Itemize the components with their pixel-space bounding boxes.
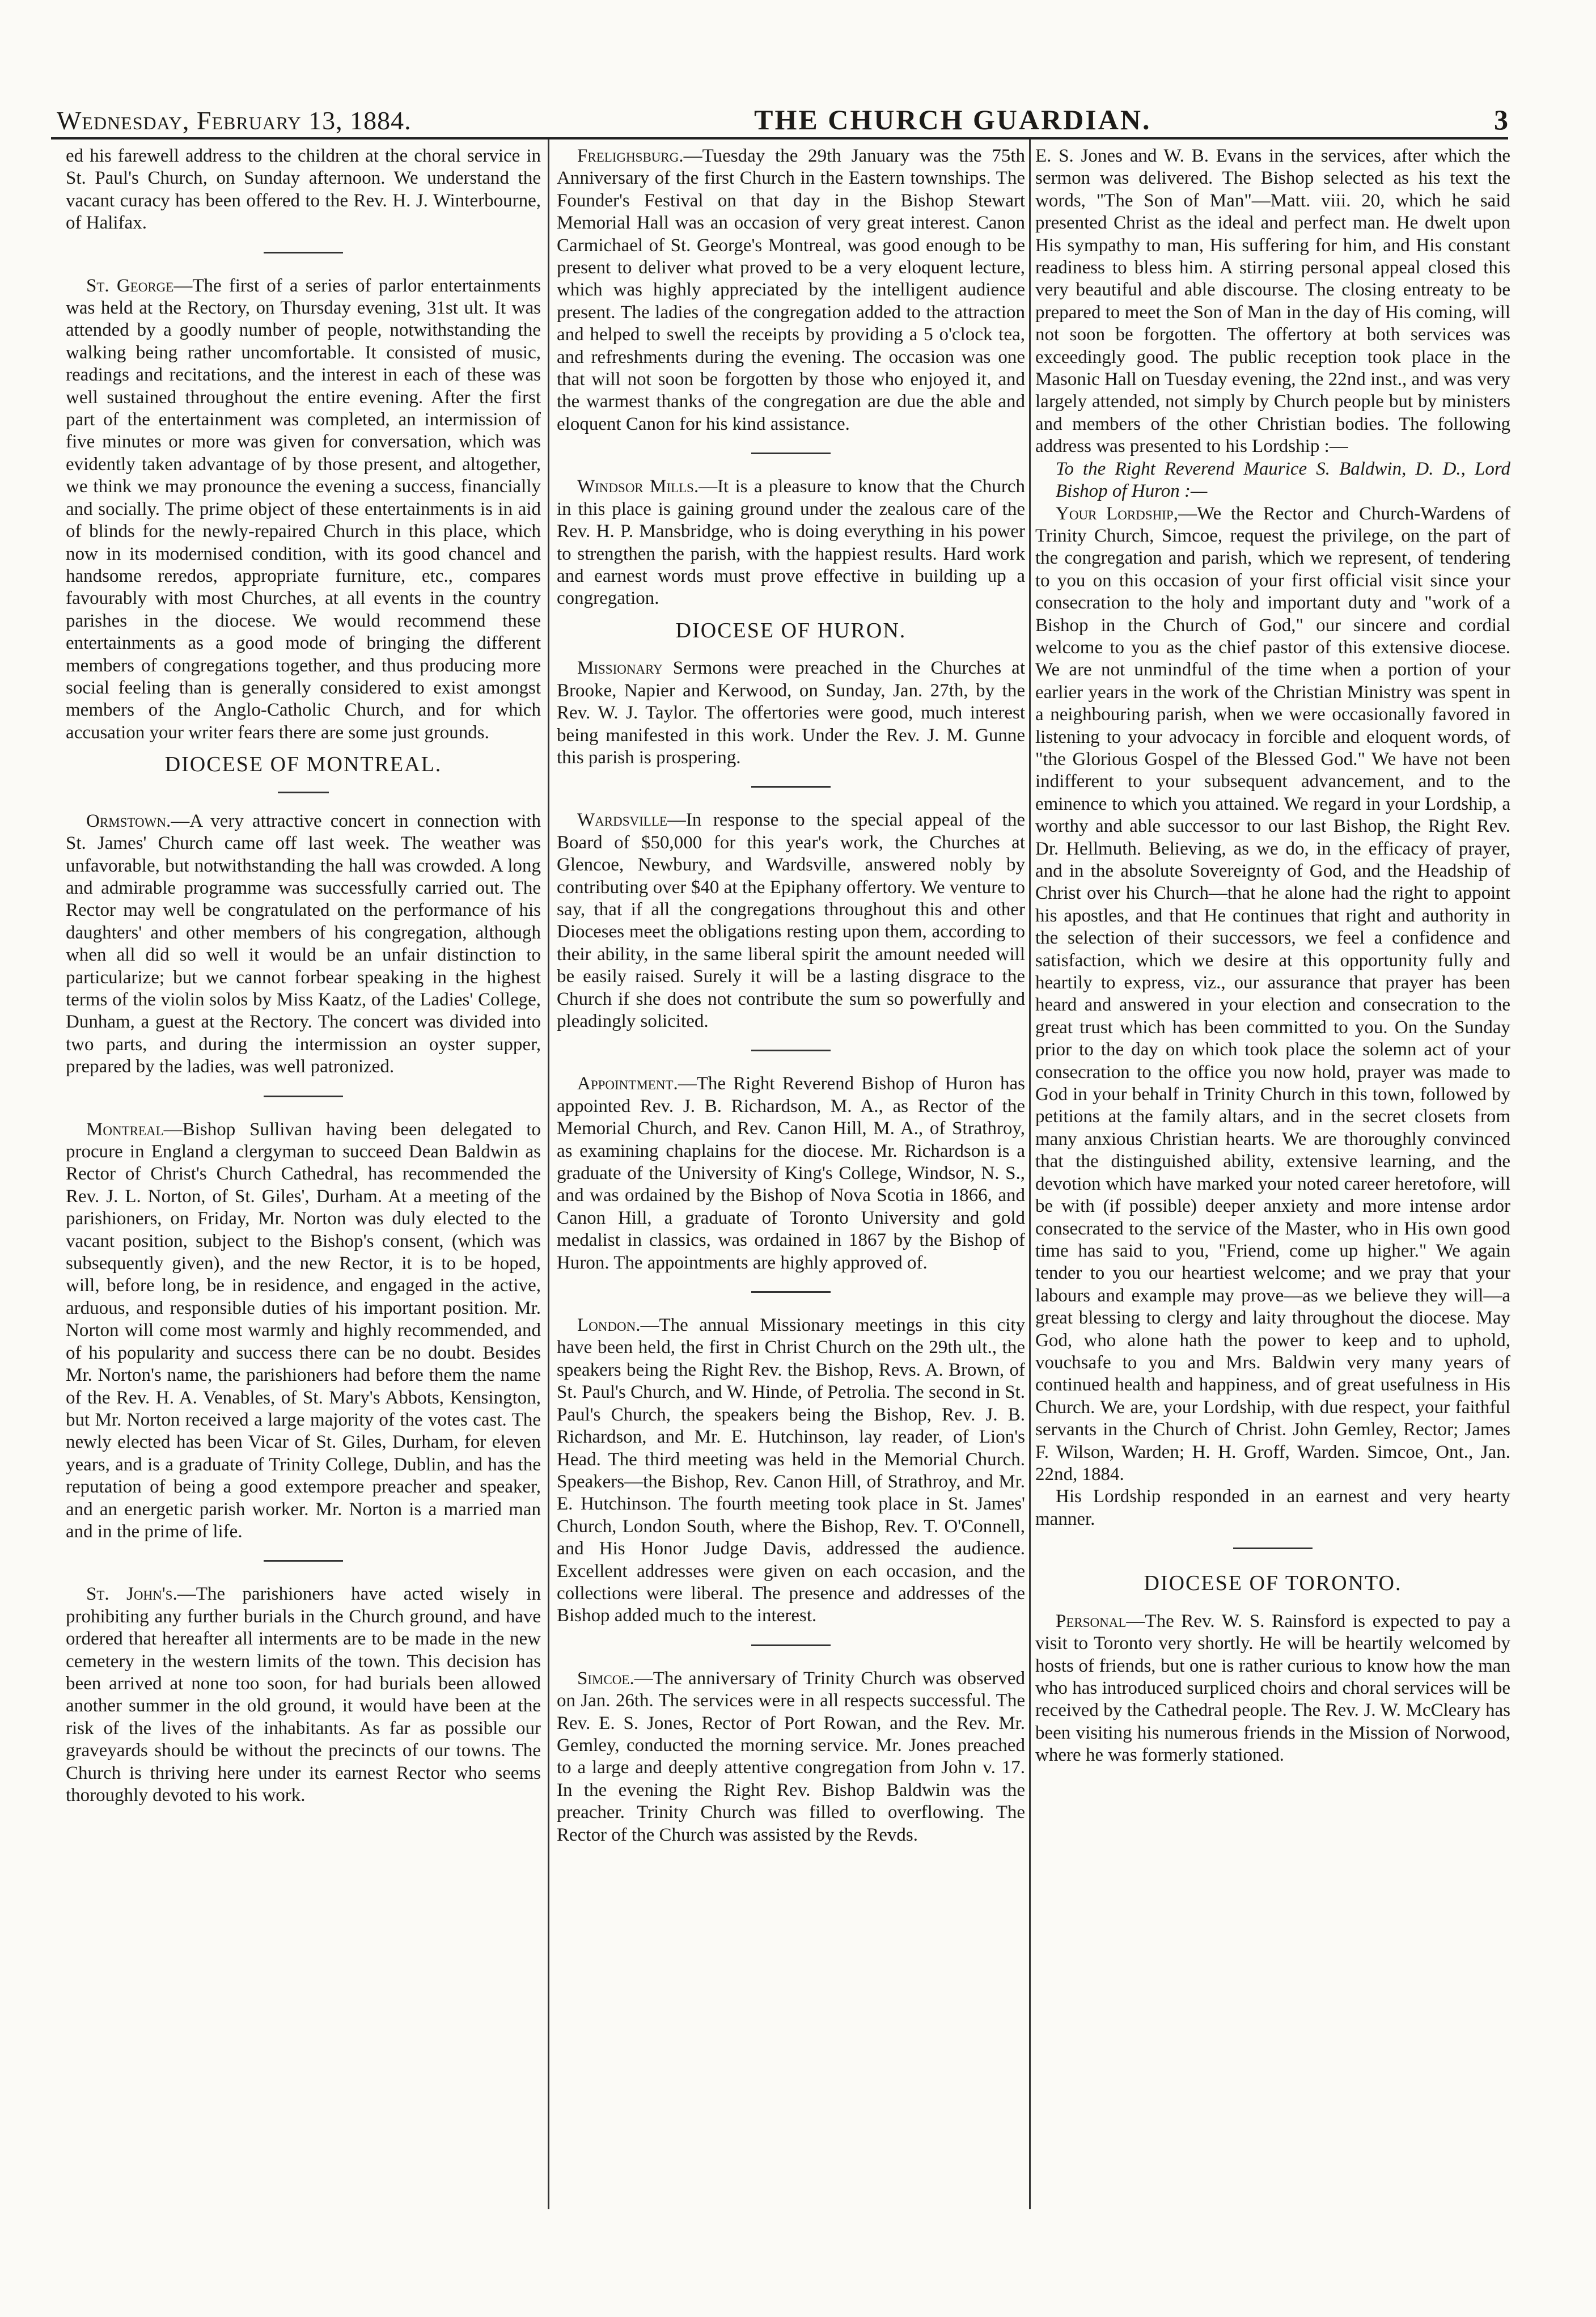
article-text: .—The parishioners have acted wisely in prohibiting any further burials in the Church ground, and have ordered that hereafter all interments are to be made in the new cemetery in the western limits of the town. This decision has been arrived at none too soon, for had burials been allowed another summer in the old ground, it would have been at the risk of the lives of the inhabitants. As far as possible our graveyards should be without the precincts of our towns. The Church is thriving here under its earnest Rector who seems thoroughly devoted to his work. — [66, 1584, 541, 1806]
article-text: His Lordship responded in an earnest and very hearty manner. — [1035, 1486, 1510, 1529]
article-text: .—The Right Reverend Bishop of Huron has appointed Rev. J. B. Richardson, M. A., as Rector of the Memorial Church, and Rev. Canon Hill, M. A., of Strathroy, as examining chaplains for the diocese. Mr. Richardson is a graduate of the University of King's College, Windsor, N. S., and was ordained by the Bishop of Nova Scotia in 1866, and Canon Hill, a graduate of Toronto University and gold medalist in classics, was ordained in 1867 by the Bishop of Huron. The appointments are highly approved of. — [557, 1073, 1025, 1273]
section-separator — [751, 786, 831, 788]
article-paragraph — [1035, 1486, 1510, 1530]
column-divider — [1029, 139, 1031, 2209]
article-text: E. S. Jones and W. B. Evans in the services, after which the sermon was delivered. The Bishop selected as his text the words, "The Son of Man"—Matt. viii. 20, which he said presented Christ as the ideal and perfect man. He dwelt upon His sympathy to man, His suffering for him, and His constant readiness to bless him. A stirring personal appeal closed this very beautiful and able discourse. The closing entreaty to be prepared to meet the Son of Man in the day of His coming, will not soon be forgotten. The offertory at both services was exceedingly good. The public reception took place in the Masonic Hall on Tuesday evening, the 22nd inst., and was very largely attended, not simply by Church people but by ministers and members of the other Christian bodies. The following address was presented to his Lordship :— — [1035, 146, 1510, 457]
section-separator — [751, 1644, 831, 1646]
header-rule — [51, 137, 1508, 139]
section-heading: DIOCESE OF TORONTO. — [1144, 1571, 1402, 1596]
article-paragraph — [66, 810, 541, 1079]
section-separator — [1233, 1548, 1313, 1549]
page-header — [57, 98, 1508, 134]
section-separator — [264, 1560, 343, 1562]
article-paragraph — [1035, 1610, 1510, 1767]
article-text: ,—We the Rector and Church-Wardens of Trinity Church, Simcoe, request the privilege, on the part of the congregation and parish, which we represent, of tendering to you on this occasion of your first official visit since your consecration to the holy and important duty and "work of a Bishop in the Church of God," our sincere and cordial welcome to you as the chief pastor of this extensive diocese. We are not unmindful of the time when a portion of your earlier years in the work of the Christian Ministry was spent in a neighbouring parish, when we were occasionally favored in listening to your advocacy in forcible and eloquent words, of "the Glorious Gospel of the Blessed God." We have not been indifferent to your subsequent advancement, and to the eminence to which you attained. We regard in your Lordship, a worthy and able successor to our last Bishop, the Right Rev. Dr. Hellmuth. Believing, as we do, in the efficacy of prayer, and in the absolute Sovereignty of God, and the Headship of Christ over his Church—that he alone had the right to appoint his apostles, and that He continues that right and authority in the selection of their successors, we feel a confidence and satisfaction, which we desire at this opportunity fully and heartily to express, viz., our assurance that prayer has been heard and answered in your election and consecration to the great trust which has been committed to you. On the Sunday prior to the day on which took place the solemn act of your consecration to the office you now hold, prayer was made to God in your behalf in Trinity Church in this town, followed by petitions at the family altars, and in the secret closets from many anxious Christian hearts. We are thoroughly convinced that the distinguished ability, extensive learning, and the devotion which have marked your noted career heretofore, will be with (if possible) deeper anxiety and more intense ardor consecrated to the service of the Master, who in His own good time has said to you, "Friend, come up higher." We again tender to you our heartiest welcome; and we pray that your labours and example may prove—as we believe they will—a great blessing to clergy and laity throughout the diocese. May God, who alone hath the power to keep and to uphold, vouchsafe to you and Mrs. Baldwin very many years of continued health and happiness, and of great usefulness in His Church. We are, your Lordship, with due respect, your faithful servants in the Church of Christ. John Gemley, Rector; James F. Wilson, Warden; H. H. Groff, Warden. Simcoe, Ont., Jan. 22nd, 1884. — [1035, 503, 1510, 1485]
article-text: .—A very attractive concert in connection with St. James' Church came off last week. The weather was unfavorable, but notwithstanding the hall was crowded. A long and admirable programme was successfully carried out. The Rector may well be congratulated on the performance of his daughters' and other members of his congregation, although when all did so well it would be an unfair distinction to particularize; but we cannot forbear speaking in the highest terms of the violin solos by Miss Kaatz, of the Ladies' College, Dunham, a guest at the Rectory. The concert was divided into two parts, and during the intermission an oyster supper, prepared by the ladies, was well patronized. — [66, 810, 541, 1077]
masthead: THE CHURCH GUARDIAN. — [754, 104, 1152, 136]
issue-date: Wednesday, February 13, 1884. — [57, 106, 412, 135]
article-text: —In response to the special appeal of the Board of $50,000 for this year's work, the Churches at Glencoe, Newbury, and Wardsville, answered nobly by contributing over $40 at the Epiphany offertory. We venture to say, that if all the congregations throughout this and other Dioceses meet the obligations resting upon them, according to their ability, in the same liberal spirit the amount needed will be easily raised. Surely it will be a lasting disgrace to the Church if she does not contribute the sum so powerfully and pleadingly solicited. — [557, 810, 1025, 1031]
article-paragraph — [66, 145, 541, 235]
section-separator — [751, 1291, 831, 1293]
article-lead: Frelighsburg — [577, 146, 679, 166]
article-text: ed his farewell address to the children at the choral service in St. Paul's Church, on Sunday afternoon. We understand the vacant curacy has been offered to the Rev. H. J. Winterbourne, of Halifax. — [66, 146, 541, 234]
article-paragraph — [1035, 145, 1510, 458]
article-paragraph — [557, 1668, 1025, 1846]
section-heading: DIOCESE OF HURON. — [675, 618, 907, 642]
article-lead: Missionary — [577, 658, 663, 679]
article-lead: Simcoe — [577, 1668, 630, 1689]
article-paragraph — [1035, 503, 1510, 1486]
article-text: —Bishop Sullivan having been delegated to procure in England a clergyman to succeed Dean Baldwin as Rector of Christ's Church Cathedral, has recommended the Rev. J. L. Norton, of St. Giles', Durham. At a meeting of the parishioners, on Friday, Mr. Norton was duly elected to the vacant position, subject to the Bishop's consent, (which was subsequently given), and the new Rector, it is to be hoped, will, before long, be in residence, and engaged in the active, arduous, and responsible duties of his important position. Mr. Norton will come most warmly and highly recommended, and of his popularity and success there can be no doubt. Besides Mr. Norton's name, the parishioners had before them the name of the Rev. H. A. Venables, of St. Mary's Abbots, Kensington, but Mr. Norton received a large majority of the votes cast. The newly elected has been Vicar of St. Giles, Durham, for eleven years, and is a graduate of Trinity College, Dublin, and has the reputation of being a good extempore preacher and speaker, and an energetic parish worker. Mr. Norton is a married man and in the prime of life. — [66, 1119, 541, 1542]
article-lead: Montreal — [86, 1119, 164, 1140]
article-paragraph — [557, 145, 1025, 436]
article-paragraph — [557, 1073, 1025, 1274]
article-lead: Ormstown — [86, 810, 166, 831]
article-lead: Your Lordship — [1056, 503, 1174, 524]
article-paragraph — [557, 657, 1025, 769]
article-text: —The Rev. W. S. Rainsford is expected to pay a visit to Toronto very shortly. He will be heartily welcomed by hosts of friends, but one is rather curious to know how the man who has introduced surpliced choirs and choral services will be received by the Cathedral people. The Rev. J. W. McCleary has been visiting his numerous friends in the Mission of Norwood, where he was formerly stationed. — [1035, 1610, 1510, 1766]
article-lead: St. George — [86, 275, 174, 296]
article-lead: Wardsville — [577, 810, 667, 831]
article-text: .—Tuesday the 29th January was the 75th Anniversary of the first Church in the Eastern townships. The Founder's Festival on that day in the Bishop Stewart Memorial Hall was an occasion of very great interest. Canon Carmichael of St. George's Montreal, was good enough to be present to deliver what proved to be a very eloquent lecture, which was highly appreciated by the intelligent audience present. The ladies of the congregation added to the attraction and helped to swell the receipts by providing a 5 o'clock tea, and refreshments during the evening. The occasion was one that will not soon be forgotten by those who enjoyed it, and the warmest thanks of the congregation are due the able and eloquent Canon for his kind assistance. — [557, 146, 1025, 434]
article-paragraph — [66, 1119, 541, 1544]
column-1 — [66, 145, 541, 2209]
article-paragraph — [66, 275, 541, 745]
article-lead: London — [577, 1315, 636, 1336]
article-lead: St. John's — [86, 1584, 173, 1605]
article-paragraph — [557, 1314, 1025, 1627]
column-divider — [548, 139, 549, 2209]
section-heading: DIOCESE OF MONTREAL. — [164, 752, 442, 777]
article-text: Sermons were preached in the Churches at Brooke, Napier and Kerwood, on Sunday, Jan. 27th, by the Rev. W. J. Taylor. The offertories were good, much interest being manifested in this work. Under the Rev. J. M. Gunne this parish is prospering. — [557, 658, 1025, 768]
article-text: .—The anniversary of Trinity Church was observed on Jan. 26th. The services were in all respects successful. The Rev. E. S. Jones, Rector of Port Rowan, and the Rev. Mr. Gemley, conducted the morning service. Mr. Jones preached to a large and deeply attentive congregation from John v. 17. In the evening the Right Rev. Bishop Baldwin was the preacher. Trinity Church was filled to overflowing. The Rector of the Church was assisted by the Revds. — [557, 1668, 1025, 1845]
section-separator — [751, 1050, 831, 1051]
article-text: .—The annual Missionary meetings in this city have been held, the first in Christ Church on the 29th ult., the speakers being the Right Rev. the Bishop, Revs. A. Brown, of St. Paul's Church, and W. Hinde, of Petrolia. The second in St. Paul's Church, the speakers being the Bishop, Rev. J. B. Richardson, and Mr. E. Hutchinson, lay reader, of Lion's Head. The third meeting was held in the Memorial Church. Speakers—the Bishop, Rev. Canon Hill, of Strathroy, and Mr. E. Hutchinson. The fourth meeting took place in St. James' Church, London South, where the Bishop, Rev. T. O'Connell, and His Honor Judge Davis, addressed the audience. Excellent addresses were given on each occasion, and the collections were liberal. The presence and addresses of the Bishop added much to the interest. — [557, 1315, 1025, 1626]
section-separator — [264, 252, 343, 253]
article-paragraph — [557, 476, 1025, 610]
article-paragraph — [557, 809, 1025, 1033]
section-separator — [264, 1096, 343, 1097]
article-paragraph — [66, 1583, 541, 1807]
article-text: .—It is a pleasure to know that the Church in this place is gaining ground under the zealous care of the Rev. H. P. Mansbridge, who is doing everything in his power to strengthen the parish, with the happiest results. Hard work and earnest words must prove effective in building up a congregation. — [557, 476, 1025, 609]
address-salutation: To the Right Reverend Maurice S. Baldwin, D. D., Lord Bishop of Huron :— — [1056, 458, 1510, 502]
page-number: 3 — [1493, 104, 1508, 136]
section-separator — [751, 453, 831, 454]
article-lead: Windsor Mills — [577, 476, 694, 497]
article-lead: Personal — [1056, 1610, 1127, 1631]
section-separator — [278, 792, 329, 793]
article-text: —The first of a series of parlor entertainments was held at the Rectory, on Thursday evening, 31st ult. It was attended by a goodly number of people, notwithstanding the walking being rather uncomfortable. It consisted of music, readings and recitations, and the interest in each of these was well sustained throughout the entire evening. After the first part of the entertainment was completed, an intermission of five minutes or more was given for conversation, which was evidently taken advantage of by those present, and altogether, we think we may pronounce the evening a success, financially and socially. The prime object of these entertainments is in aid of blinds for the newly-repaired Church in this place, which now in its modernised condition, with its good chancel and handsome reredos, appropriate furniture, etc., compares favourably with most Churches, at all events in the country parishes in the diocese. We would recommend these entertainments as a good mode of bringing the different members of congregations together, and thus producing more social feeling than is generally considered to exist amongst members of the Anglo-Catholic Church, and for which accusation your writer fears there are some just grounds. — [66, 275, 541, 743]
column-3 — [1035, 145, 1510, 2209]
column-2 — [557, 145, 1025, 2209]
article-lead: Appointment — [577, 1073, 674, 1094]
